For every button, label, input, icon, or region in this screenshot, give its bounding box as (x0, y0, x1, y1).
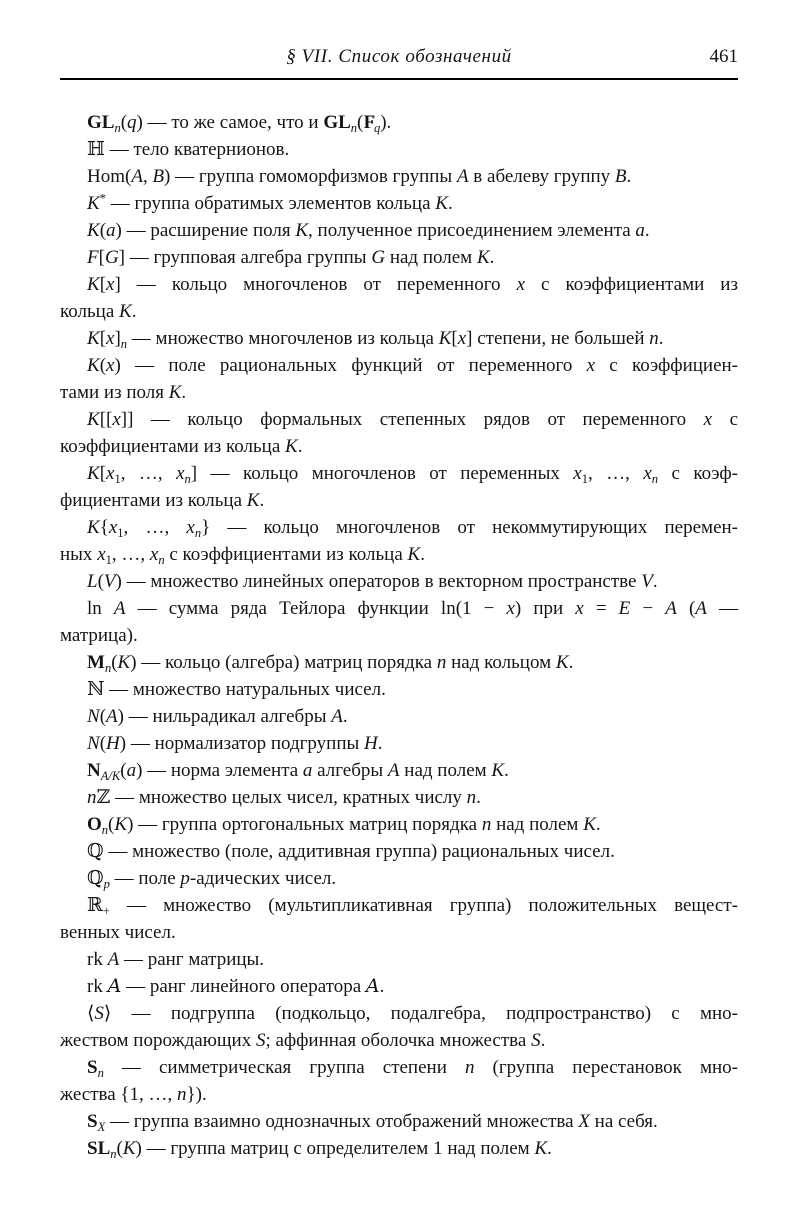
entry-line: $S_n$ — симметрическая группа степени n (группа перестановок мно- (87, 1057, 738, 1080)
notation-list (60, 109, 738, 1162)
notation-entry (60, 730, 738, 757)
header-rule (60, 78, 738, 80)
notation-entry (60, 1135, 738, 1162)
entry-line: $O_n(K)$ — группа ортогональных матриц порядка n над полем K. (87, 814, 601, 837)
entry-line: тами из поля K. (60, 382, 187, 403)
notation-entry (60, 163, 738, 190)
entry-line: кольца K. (60, 301, 137, 322)
notation-entry (60, 190, 738, 217)
notation-entry (60, 703, 738, 730)
entry-line: жества {1, …, n}). (60, 1084, 207, 1105)
entry-line: $N_{A/K}(a)$ — норма элемента a алгебры A над полем K. (87, 760, 509, 783)
entry-line: ℚ$_p$ — поле p-адических чисел. (87, 867, 337, 891)
entry-line: nℤ — множество целых чисел, кратных числу n. (87, 786, 481, 808)
notation-entry (60, 784, 738, 811)
entry-line: коэффициентами из кольца K. (60, 436, 303, 457)
entry-line: венных чисел. (60, 922, 176, 943)
entry-line: rk A — ранг матрицы. (87, 949, 265, 970)
notation-entry (60, 352, 738, 406)
notation-entry (60, 865, 738, 892)
entry-line: ℕ — множество натуральных чисел. (87, 678, 386, 700)
notation-entry (60, 325, 738, 352)
entry-line: ℍ — тело кватернионов. (87, 138, 290, 160)
entry-line: $K\{x_1$, …, $x_n$} — кольцо многочленов от некоммутирующих перемен- (87, 517, 739, 540)
notation-entry (60, 946, 738, 973)
entry-line: ln A — сумма ряда Тейлора функции ln(1 − x) при x = E − A (A — (87, 598, 738, 619)
entry-line: N(A) — нильрадикал алгебры A. (87, 706, 348, 727)
entry-line: N(H) — нормализатор подгруппы H. (87, 733, 383, 754)
notation-entry (60, 892, 738, 946)
notation-entry (60, 1000, 738, 1054)
entry-line: $K[x_1$, …, $x_n$] — кольцо многочленов от переменных $x_1$, …, $x_n$ с коэф- (87, 463, 739, 486)
notation-entry (60, 244, 738, 271)
entry-line: ℝ$_+$ — множество (мультипликативная группа) положительных вещест- (87, 894, 738, 918)
entry-line: ⟨S⟩ — подгруппа (подкольцо, подалгебра, подпространство) с мно- (87, 1002, 738, 1024)
notation-entry (60, 109, 738, 136)
entry-line: $K[x]_n$ — множество многочленов из кольца K[x] степени, не большей n. (87, 328, 664, 351)
page-number: 461 (709, 46, 738, 67)
entry-line: $GL_n(q)$ — то же самое, что и $GL_n(F_q)$. (87, 112, 392, 135)
notation-entry (60, 514, 738, 568)
entry-line: rk A — ранг линейного оператора A. (87, 975, 385, 997)
page-header (60, 46, 738, 72)
running-head-title: § VII. Список обозначений (286, 46, 512, 67)
notation-entry (60, 595, 738, 649)
entry-line: ных $x_1$, …, $x_n$ с коэффициентами из кольца K. (60, 544, 425, 567)
entry-line: F[G] — групповая алгебра группы G над полем K. (87, 247, 495, 268)
entry-line: K* — группа обратимых элементов кольца K. (87, 191, 453, 214)
notation-entry (60, 811, 738, 838)
notation-entry (60, 1054, 738, 1108)
entry-line: K[[x]] — кольцо формальных степенных рядов от переменного x с (87, 409, 739, 430)
entry-line: L(V) — множество линейных операторов в векторном пространстве V. (87, 571, 658, 592)
notation-entry (60, 568, 738, 595)
notation-entry (60, 1108, 738, 1135)
notation-entry (60, 676, 738, 703)
notation-entry (60, 973, 738, 1000)
notation-entry (60, 649, 738, 676)
entry-line: K[x] — кольцо многочленов от переменного x с коэффициентами из (87, 274, 738, 295)
notation-entry (60, 838, 738, 865)
entry-line: фициентами из кольца K. (60, 490, 265, 511)
notation-entry (60, 406, 738, 460)
entry-line: матрица). (60, 625, 138, 646)
entry-line: жеством порождающих S; аффинная оболочка множества S. (60, 1030, 546, 1051)
notation-entry (60, 757, 738, 784)
entry-line: $M_n(K)$ — кольцо (алгебра) матриц порядка n над кольцом K. (87, 652, 574, 675)
entry-line: Hom(A, B) — группа гомоморфизмов группы A в абелеву группу B. (87, 166, 632, 187)
entry-line: K(a) — расширение поля K, полученное присоединением элемента a. (87, 220, 650, 241)
entry-line: ℚ — множество (поле, аддитивная группа) рациональных чисел. (87, 840, 615, 862)
entry-line: $SL_n(K)$ — группа матриц с определителем 1 над полем K. (87, 1138, 552, 1161)
notation-entry (60, 460, 738, 514)
notation-entry (60, 217, 738, 244)
entry-line: K(x) — поле рациональных функций от переменного x с коэффициен- (87, 355, 738, 376)
notation-entry (60, 271, 738, 325)
notation-entry (60, 136, 738, 163)
entry-line: $S_X$ — группа взаимно однозначных отображений множества X на себя. (87, 1111, 658, 1134)
